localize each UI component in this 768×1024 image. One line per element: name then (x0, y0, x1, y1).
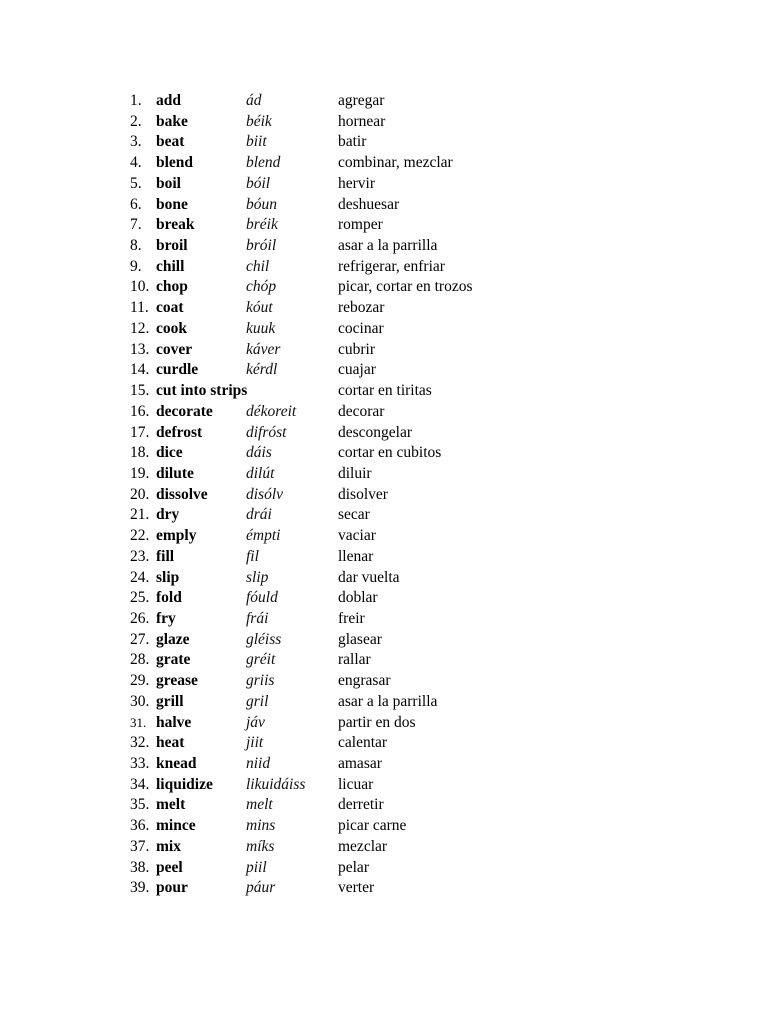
pronunciation: gril (246, 692, 269, 710)
spanish-translation: romper (338, 216, 383, 234)
pronunciation: fil (246, 547, 259, 565)
entry-number: 15. (130, 382, 150, 400)
entry-number: 36. (130, 817, 150, 835)
spanish-translation: hornear (338, 112, 386, 130)
english-word: broil (156, 237, 188, 255)
spanish-translation: llenar (338, 547, 374, 565)
entry-number: 12. (130, 319, 150, 337)
pronunciation: frái (246, 609, 269, 627)
entry-number: 3. (130, 133, 142, 151)
english-word: grate (156, 651, 191, 669)
pronunciation: míks (246, 837, 275, 855)
english-word: bake (156, 112, 188, 130)
entry-number: 24. (130, 568, 150, 586)
pronunciation: slip (246, 568, 269, 586)
english-word: dice (156, 444, 183, 462)
pronunciation: griis (246, 672, 275, 690)
spanish-translation: amasar (338, 755, 382, 772)
entry-number: 33. (130, 755, 150, 772)
pronunciation: dilút (246, 464, 275, 482)
pronunciation: bréik (246, 216, 278, 234)
english-word: cut into strips (156, 382, 248, 400)
spanish-translation: engrasar (338, 672, 391, 690)
spanish-translation: disolver (338, 485, 388, 503)
english-word: liquidize (156, 775, 213, 793)
entry-number: 11. (130, 299, 149, 317)
entry-number: 23. (130, 547, 150, 565)
english-word: halve (156, 713, 192, 731)
pronunciation: bóil (246, 174, 271, 192)
pronunciation: likuidáiss (246, 775, 306, 793)
entry-number: 17. (130, 423, 150, 441)
english-word: grill (156, 692, 184, 710)
spanish-translation: vaciar (338, 527, 376, 545)
english-word: boil (156, 174, 181, 192)
pronunciation: béik (246, 112, 272, 130)
english-word: break (156, 216, 195, 234)
spanish-translation: picar carne (338, 817, 407, 835)
pronunciation: gréit (246, 651, 276, 669)
english-word: add (156, 92, 181, 109)
english-word: dry (156, 506, 180, 524)
pronunciation: chóp (246, 278, 277, 296)
entry-number: 13. (130, 340, 150, 358)
spanish-translation: asar a la parrilla (338, 692, 438, 710)
spanish-translation: decorar (338, 402, 385, 420)
spanish-translation: verter (338, 879, 375, 897)
pronunciation: kérdl (246, 361, 278, 379)
english-word: chill (156, 257, 185, 275)
spanish-translation: batir (338, 133, 367, 151)
entry-number: 10. (130, 278, 150, 296)
spanish-translation: refrigerar, enfriar (338, 257, 445, 275)
english-word: mix (156, 837, 181, 855)
pronunciation: bóun (246, 195, 277, 213)
entry-number: 38. (130, 858, 150, 876)
english-word: knead (156, 755, 197, 772)
pronunciation: drái (246, 506, 272, 524)
english-word: defrost (156, 423, 203, 441)
english-word: heat (156, 734, 185, 752)
pronunciation: melt (246, 796, 273, 814)
spanish-translation: partir en dos (338, 713, 416, 731)
entry-number: 19. (130, 464, 150, 482)
spanish-translation: doblar (338, 589, 378, 607)
spanish-translation: agregar (338, 92, 385, 109)
english-word: cook (156, 319, 187, 337)
english-word: fill (156, 547, 175, 565)
spanish-translation: combinar, mezclar (338, 154, 453, 172)
spanish-translation: derretir (338, 796, 384, 814)
spanish-translation: glasear (338, 630, 382, 648)
pronunciation: ád (246, 92, 262, 109)
entry-number: 31. (130, 714, 147, 730)
entry-number: 34. (130, 775, 150, 793)
entry-number: 16. (130, 402, 150, 420)
spanish-translation: licuar (338, 775, 374, 793)
entry-number: 32. (130, 734, 150, 752)
pronunciation: chil (246, 257, 270, 275)
spanish-translation: dar vuelta (338, 568, 400, 586)
spanish-translation: cortar en cubitos (338, 444, 442, 462)
entry-number: 25. (130, 589, 150, 607)
pronunciation: jiit (246, 734, 264, 752)
entry-number: 39. (130, 879, 150, 897)
pronunciation: dékoreit (246, 402, 297, 420)
entry-number: 4. (130, 154, 142, 172)
spanish-translation: cocinar (338, 319, 384, 337)
entry-number: 9. (130, 257, 142, 275)
pronunciation: jáv (246, 713, 265, 731)
spanish-translation: asar a la parrilla (338, 237, 438, 255)
pronunciation: émpti (246, 527, 281, 545)
english-word: fold (156, 589, 182, 607)
entry-number: 22. (130, 527, 150, 545)
spanish-translation: hervir (338, 174, 376, 192)
english-word: cover (156, 340, 193, 358)
pronunciation: páur (246, 879, 276, 897)
english-word: slip (156, 568, 180, 586)
pronunciation: niid (246, 755, 271, 772)
pronunciation: difróst (246, 423, 287, 441)
spanish-translation: deshuesar (338, 195, 400, 213)
english-word: emply (156, 527, 197, 545)
spanish-translation: rallar (338, 651, 371, 669)
pronunciation: kóut (246, 299, 273, 317)
entry-number: 8. (130, 237, 142, 255)
spanish-translation: cubrir (338, 340, 376, 358)
pronunciation: piil (246, 858, 267, 876)
spanish-translation: cortar en tiritas (338, 382, 432, 400)
entry-number: 1. (130, 92, 142, 109)
entry-number: 14. (130, 361, 150, 379)
entry-number: 20. (130, 485, 150, 503)
pronunciation: káver (246, 340, 281, 358)
spanish-translation: descongelar (338, 423, 413, 441)
pronunciation: bróil (246, 237, 277, 255)
pronunciation: dáis (246, 444, 272, 462)
english-word: melt (156, 796, 186, 814)
spanish-translation: calentar (338, 734, 388, 752)
english-word: grease (156, 672, 198, 690)
pronunciation: fóuld (246, 589, 278, 607)
pronunciation: mins (246, 817, 276, 835)
english-word: peel (156, 858, 183, 876)
entry-number: 2. (130, 112, 142, 130)
spanish-translation: secar (338, 506, 370, 524)
english-word: pour (156, 879, 188, 897)
english-word: beat (156, 133, 185, 151)
english-word: blend (156, 154, 194, 172)
english-word: coat (156, 299, 184, 317)
entry-number: 29. (130, 672, 150, 690)
pronunciation: kuuk (246, 319, 276, 337)
spanish-translation: picar, cortar en trozos (338, 278, 473, 296)
english-word: dissolve (156, 485, 208, 503)
english-word: mince (156, 817, 196, 835)
pronunciation: blend (246, 154, 281, 172)
english-word: glaze (156, 630, 190, 648)
spanish-translation: cuajar (338, 361, 376, 379)
spanish-translation: mezclar (338, 837, 388, 855)
spanish-translation: freir (338, 609, 365, 627)
entry-number: 27. (130, 630, 150, 648)
entry-number: 26. (130, 609, 150, 627)
english-word: fry (156, 609, 176, 627)
english-word: bone (156, 195, 188, 213)
english-word: curdle (156, 361, 199, 379)
spanish-translation: rebozar (338, 299, 385, 317)
entry-number: 18. (130, 444, 150, 462)
pronunciation: biit (246, 133, 267, 151)
entry-number: 28. (130, 651, 150, 669)
entry-number: 6. (130, 195, 142, 213)
entry-number: 5. (130, 174, 142, 192)
entry-number: 30. (130, 692, 150, 710)
pronunciation: gléiss (246, 630, 282, 648)
entry-number: 37. (130, 837, 150, 855)
entry-number: 7. (130, 216, 142, 234)
pronunciation: disólv (246, 485, 284, 503)
spanish-translation: diluir (338, 464, 372, 482)
english-word: chop (156, 278, 188, 296)
spanish-translation: pelar (338, 858, 369, 876)
entry-number: 35. (130, 796, 150, 814)
entry-number: 21. (130, 506, 150, 524)
english-word: decorate (156, 402, 213, 420)
english-word: dilute (156, 464, 194, 482)
